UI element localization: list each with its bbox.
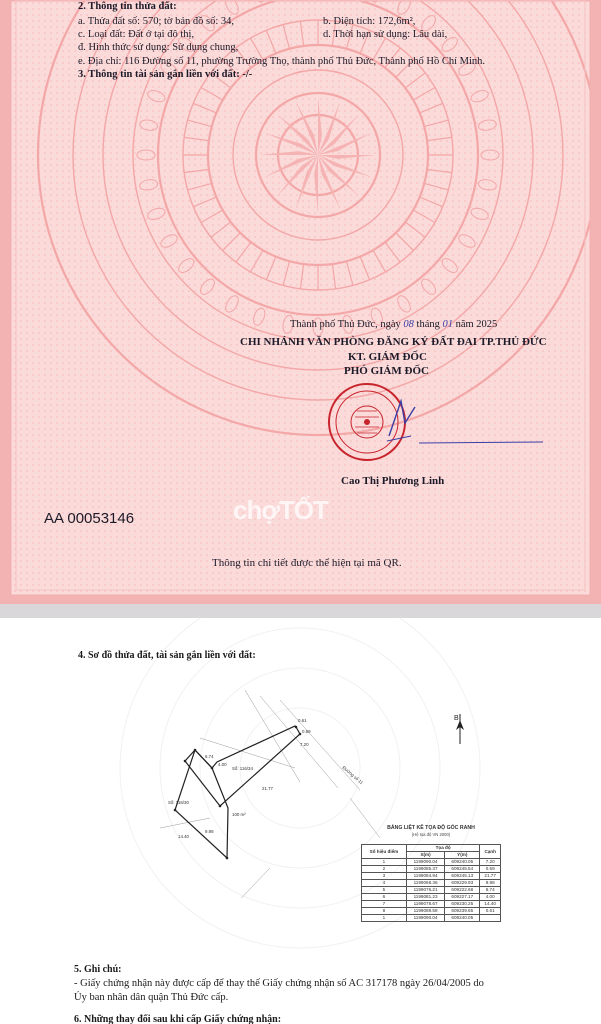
col-edge: Cạnh	[480, 845, 501, 859]
section-4-title: 4. Sơ đồ thửa đất, tài sản gắn liền với đất:	[78, 650, 256, 661]
certificate-page-2	[0, 618, 601, 1024]
date-month-label: tháng	[416, 319, 440, 330]
table-cell: 6.74	[480, 887, 501, 894]
table-cell: 4.00	[480, 894, 501, 901]
table-cell: 3	[362, 873, 407, 880]
table-row	[362, 866, 501, 873]
table-row	[362, 873, 501, 880]
table-cell: 2	[362, 866, 407, 873]
note-line-1: - Giấy chứng nhận này được cấp để thay thế Giấy chứng nhận số AC 317178 ngày 26/04/2005 do	[74, 978, 484, 989]
land-type-line: c. Loại đất: Đất ở tại đô thị,	[78, 29, 195, 40]
table-cell: 1199081.23	[406, 894, 444, 901]
table-cell: 1199090.04	[406, 915, 444, 922]
serial-number: AA 00053146	[44, 510, 135, 527]
table-row	[362, 894, 501, 901]
table-cell: 609245.54	[445, 866, 480, 873]
table-cell: 0.61	[480, 908, 501, 915]
edge-label-7: 0.59	[302, 729, 311, 734]
edge-label-6: 14.40	[178, 834, 189, 839]
table-row	[362, 887, 501, 894]
date-month: 01	[442, 319, 453, 330]
neighbor-parcel-2: Số: 116/30	[168, 800, 189, 805]
usage-form-line: đ. Hình thức sử dụng: Sử dụng chung,	[78, 42, 239, 53]
col-coord: Tọa độ	[406, 845, 479, 852]
table-cell: 5	[362, 887, 407, 894]
table-cell: 609240.05	[445, 859, 480, 866]
parcel-diagram	[150, 678, 390, 898]
edge-label-2: 21.77	[262, 786, 273, 791]
table-cell: 1	[362, 859, 407, 866]
north-arrow-icon	[453, 710, 467, 746]
table-cell: 1199085.37	[406, 866, 444, 873]
issuing-office: CHI NHÁNH VĂN PHÒNG ĐĂNG KÝ ĐẤT ĐAI TP.THỦ ĐỨC	[240, 336, 547, 348]
edge-label-4: 6.74	[205, 754, 214, 759]
edge-label-3: 9.98	[205, 829, 214, 834]
coordinates-table	[361, 844, 501, 922]
road-label: Đường số 11	[341, 764, 365, 786]
table-row	[362, 859, 501, 866]
page-separator	[0, 604, 601, 618]
table-cell: 609222.68	[445, 887, 480, 894]
duration-line: d. Thời hạn sử dụng: Lâu dài,	[323, 29, 448, 40]
table-row	[362, 908, 501, 915]
coordinates-table-title: BẢNG LIỆT KÊ TỌA ĐỘ GÓC RANH	[387, 825, 475, 831]
issue-date	[290, 319, 497, 331]
qr-note: Thông tin chi tiết được thể hiện tại mã QR.	[212, 557, 402, 569]
section-5-title: 5. Ghi chú:	[74, 964, 122, 975]
table-cell: 1199068.36	[406, 880, 444, 887]
edge-label-1: 7.20	[300, 742, 309, 747]
table-cell: 1199084.94	[406, 873, 444, 880]
table-cell: 14.40	[480, 901, 501, 908]
neighbor-parcel-1: Số: 116/34	[232, 766, 253, 771]
signer-name: Cao Thị Phương Linh	[341, 475, 445, 487]
edge-label-8: 0.61	[298, 718, 307, 723]
col-point-no: Số hiệu điểm	[362, 845, 407, 859]
table-cell: 1199076.21	[406, 887, 444, 894]
section-3-title: 3. Thông tin tài sản gắn liền với đất: -/-	[78, 69, 253, 80]
parcel-number-line: a. Thửa đất số: 570; tờ bản đồ số: 34,	[78, 16, 234, 27]
signer-role-1: KT. GIÁM ĐỐC	[348, 351, 427, 363]
area-line: b. Diện tích: 172,6m²,	[323, 16, 416, 27]
table-cell: 7	[362, 901, 407, 908]
table-cell: 21.77	[480, 873, 501, 880]
section-2-title: 2. Thông tin thửa đất:	[78, 1, 177, 12]
col-y: Y(m)	[445, 852, 480, 859]
chotot-watermark: chợTỐT	[233, 495, 328, 525]
date-year: năm 2025	[455, 319, 498, 330]
table-row	[362, 915, 501, 922]
signer-role-2: PHÓ GIÁM ĐỐC	[344, 365, 429, 377]
address-line: e. Địa chỉ: 116 Đường số 11, phường Trường Thọ, thành phố Thủ Đức, Thành phố Hồ Chí Minh.	[78, 56, 486, 67]
table-cell: 0.59	[480, 866, 501, 873]
section-6-title: 6. Những thay đổi sau khi cấp Giấy chứng nhận:	[74, 1014, 282, 1024]
official-seal	[327, 381, 417, 463]
table-cell: 609240.05	[445, 915, 480, 922]
table-cell: 609229.93	[445, 880, 480, 887]
date-day: 08	[403, 319, 414, 330]
table-cell: 609227.17	[445, 894, 480, 901]
table-cell	[480, 915, 501, 922]
table-cell: 1199090.04	[406, 859, 444, 866]
parcel-area-label: 100 m²	[232, 812, 246, 817]
col-x: X(m)	[406, 852, 444, 859]
table-cell: 1199089.58	[406, 908, 444, 915]
date-prefix: Thành phố Thủ Đức, ngày	[290, 319, 401, 330]
signature-stroke	[417, 437, 547, 447]
table-cell: 1	[362, 915, 407, 922]
coordinates-table-subtitle: (Hệ tọa độ VN 2000)	[411, 832, 451, 837]
note-line-2: Ủy ban nhân dân quận Thủ Đức cấp.	[74, 992, 229, 1003]
table-cell: 609239.65	[445, 908, 480, 915]
table-cell: 9.98	[480, 880, 501, 887]
edge-label-5: 4.00	[218, 762, 227, 767]
table-cell: 609230.25	[445, 901, 480, 908]
north-label: B	[454, 715, 459, 722]
table-row	[362, 901, 501, 908]
table-cell: 6	[362, 894, 407, 901]
table-cell: 7.20	[480, 859, 501, 866]
table-cell: 4	[362, 880, 407, 887]
table-cell: 8	[362, 908, 407, 915]
table-cell: 1199078.67	[406, 901, 444, 908]
table-row	[362, 880, 501, 887]
table-cell: 609245.13	[445, 873, 480, 880]
